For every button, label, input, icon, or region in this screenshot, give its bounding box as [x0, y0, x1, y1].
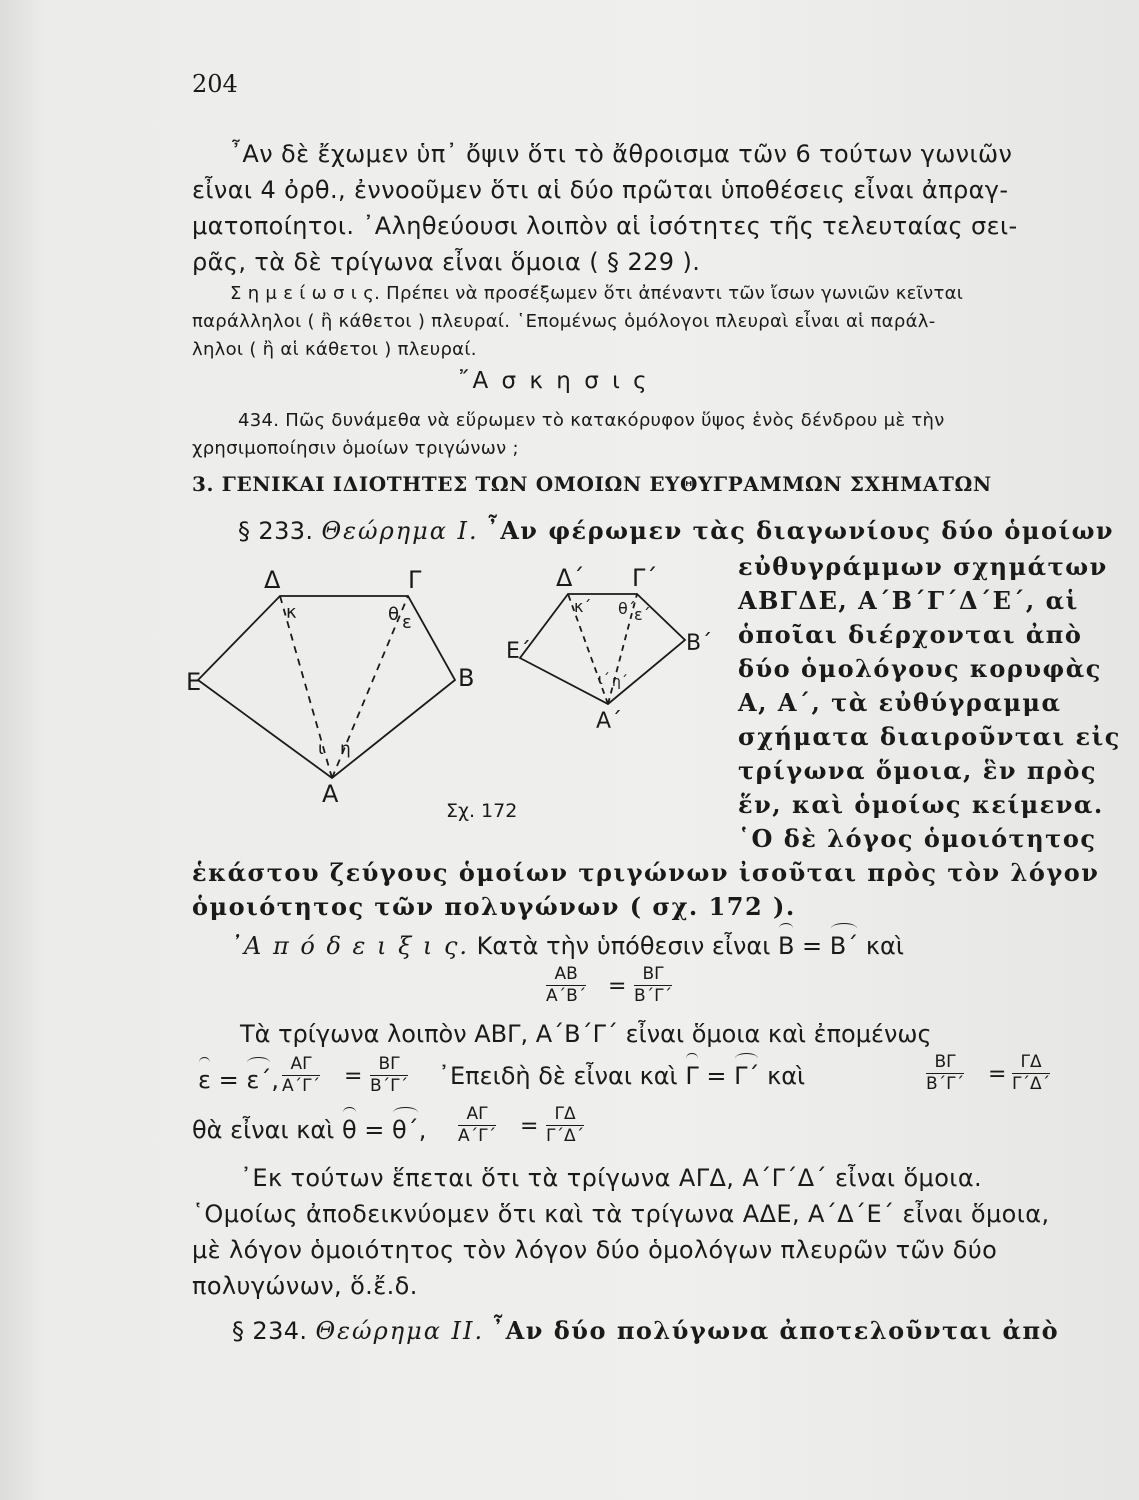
theorem1-side-8: ἕν, καὶ ὁμοίως κείμενα. [738, 790, 1104, 819]
theorem2-line [232, 1316, 1059, 1345]
theorem1-name: Θεώρημα Ι. [321, 517, 479, 545]
fraction-ag-1: $\frac{A\Gamma}{A΄\Gamma΄}$ [282, 1054, 321, 1096]
theorem2-number: § 234. [232, 1317, 308, 1345]
theorem1-side-1: εὐθυγράμμων σχημάτων [738, 552, 1108, 581]
conclusion-line-2: ῾Ομοίως ἀποδεικνύομεν ὅτι καὶ τὰ τρίγωνα ΑΔΕ, Α΄Δ΄Ε΄ εἶναι ὅμοια, [192, 1200, 1050, 1228]
theorem1-statement-start: ῏Αν φέρωμεν τὰς διαγωνίους δύο ὁμοίων [486, 516, 1115, 545]
note-line-3: ληλοι ( ἢ αἱ κάθετοι ) πλευραί. [192, 339, 477, 360]
theorem1-side-2: ΑΒΓΔΕ, Α΄Β΄Γ΄Δ΄Ε΄, αἱ [738, 586, 1079, 615]
section-title: 3. ΓΕΝΙΚΑΙ ΙΔΙΟΤΗΤΕΣ ΤΩΝ ΟΜΟΙΩΝ ΕΥΘΥΓΡΑΜΜΩΝ ΣΧΗΜΑΤΩΝ [192, 472, 992, 496]
theorem1-number: § 233. [238, 517, 314, 545]
theorem1-side-9: ῾Ο δὲ λόγος ὁμοιότητος [738, 824, 1097, 853]
angle-b: Β [777, 932, 795, 960]
proof-since: ᾿Επειδὴ δὲ εἶναι καὶ [438, 1062, 678, 1090]
label-e: Ε [186, 668, 202, 696]
exercise-line-2: χρησιμοποίησιν ὁμοίων τριγώνων ; [192, 438, 519, 459]
intro-line-4: ρᾶς, τὰ δὲ τρίγωνα εἶναι ὅμοια ( § 229 ). [192, 248, 701, 276]
proof-and-1: καὶ [865, 932, 904, 960]
conclusion-line-3: μὲ λόγον ὁμοιότητος τὸν λόγον δύο ὁμολόγων πλευρῶν τῶν δύο [192, 1236, 998, 1264]
proof-label: ᾿Α π ό δ ε ι ξ ι ς. [230, 932, 470, 960]
angle-e-hat: ε [198, 1066, 211, 1094]
fraction-bg-3: $\frac{B\Gamma}{B΄\Gamma΄}$ [926, 1052, 965, 1094]
exercise-line-1: 434. Πῶς δυνάμεθα νὰ εὕρωμεν τὸ κατακόρυφον ὕψος ἑνὸς δένδρου μὲ τὴν [238, 410, 945, 431]
theorem1-rest-1: ἑκάστου ζεύγους ὁμοίων τριγώνων ἰσοῦται πρὸς τὸν λόγον [192, 858, 1100, 887]
figure-172 [186, 558, 730, 828]
theorem1-side-6: σχήματα διαιροῦνται εἰς [738, 722, 1121, 751]
proof-hypothesis: Κατὰ τὴν ὑπόθεσιν εἶναι [476, 932, 771, 960]
conclusion-line-4: πολυγώνων, ὅ.ἔ.δ. [192, 1272, 418, 1300]
label-a1: Α΄ [596, 709, 623, 734]
angle-e: ε [402, 612, 412, 633]
angle-i: ι [318, 739, 324, 759]
theorem1-side-7: τρίγωνα ὅμοια, ἓν πρὸς [738, 756, 1098, 785]
theorem1-side-5: Α, Α΄, τὰ εὐθύγραμμα [738, 688, 1062, 717]
label-e1: Ε΄ [506, 639, 531, 664]
label-b1: Β΄ [686, 631, 713, 656]
proof-line-5: θὰ εἶναι καὶ θ = θ΄, [192, 1116, 427, 1144]
angle-g-prime: Γ΄ [734, 1062, 760, 1090]
fraction-ag-2: $\frac{A\Gamma}{A΄\Gamma΄}$ [458, 1104, 497, 1146]
theorem2-name: Θεώρημα ΙΙ. [315, 1317, 485, 1345]
fraction-bg-2: $\frac{B\Gamma}{B΄\Gamma΄}$ [370, 1054, 409, 1096]
theorem1-side-4: δύο ὁμολόγους κορυφὰς [738, 654, 1102, 683]
figure-caption: Σχ. 172 [446, 800, 518, 822]
theorem2-statement: ῏Αν δύο πολύγωνα ἀποτελοῦνται ἀπὸ [492, 1316, 1060, 1345]
proof-line-4a: ε = ε΄, [198, 1066, 279, 1094]
intro-line-3: ματοποίητοι. ᾿Αληθεύουσι λοιπὸν αἱ ἰσότητες τῆς τελευταίας σει- [192, 212, 1018, 240]
angle-g: Γ [685, 1062, 699, 1090]
proof-then: θὰ εἶναι καὶ [192, 1116, 335, 1144]
conclusion-line-1: ᾿Εκ τούτων ἕπεται ὅτι τὰ τρίγωνα ΑΓΔ, Α΄Γ΄Δ΄ εἶναι ὅμοια. [240, 1164, 983, 1192]
proof-and-2: καὶ [767, 1062, 806, 1090]
label-g: Γ [408, 566, 422, 594]
label-d1: Δ΄ [556, 564, 585, 592]
angle-k: κ [286, 602, 297, 623]
proof-line-4b: ᾿Επειδὴ δὲ εἶναι καὶ Γ = Γ΄ καὶ [438, 1062, 806, 1090]
angle-h1: η΄ [612, 674, 628, 690]
angle-b-prime: Β΄ [829, 932, 859, 960]
pentagon-abgde [198, 596, 455, 778]
note-line-2: παράλληλοι ( ἢ κάθετοι ) πλευραί. ῾Επομένως ὁμόλογοι πλευραὶ εἶναι αἱ παράλ- [192, 311, 936, 332]
angle-e-prime-hat: ε΄ [246, 1066, 272, 1094]
label-d: Δ [264, 566, 281, 594]
label-g1: Γ΄ [632, 564, 658, 592]
page-number: 204 [192, 70, 238, 98]
intro-line-2: εἶναι 4 ὀρθ., ἐννοοῦμεν ὅτι αἱ δύο πρῶται ὑποθέσεις εἶναι ἀπραγ- [192, 176, 1009, 204]
fraction-bg: $\frac{B\Gamma}{B΄\Gamma΄}$ [634, 964, 673, 1006]
theorem1-first-line [238, 516, 1114, 545]
theorem1-side-3: ὁποῖαι διέρχονται ἀπὸ [738, 620, 1083, 649]
angle-th1: θ΄ [618, 599, 636, 618]
angle-theta-prime: θ΄ [392, 1116, 419, 1144]
equals-sign-4: = [520, 1114, 539, 1139]
angle-k1: κ΄ [574, 597, 592, 616]
fraction-ab: $\frac{AB}{A΄B΄}$ [546, 964, 587, 1006]
note-line-1: Σ η μ ε ί ω σ ι ς. Πρέπει νὰ προσέξωμεν ὅτι ἀπέναντι τῶν ἴσων γωνιῶν κεῖνται [230, 283, 964, 304]
theorem1-rest-2: ὁμοιότητος τῶν πολυγώνων ( σχ. 172 ). [192, 892, 796, 921]
angle-th: θ [388, 604, 400, 625]
fraction-gd-1: $\frac{\Gamma\Delta}{\Gamma΄\Delta΄}$ [1012, 1052, 1051, 1094]
intro-line-1: ῏Αν δὲ ἔχωμεν ὑπ᾽ ὄψιν ὅτι τὸ ἄθροισμα τῶν 6 τούτων γωνιῶν [230, 140, 1013, 168]
equals-sign-2: = [344, 1064, 363, 1089]
angle-e1: ε΄ [634, 605, 651, 624]
fraction-gd-2: $\frac{\Gamma\Delta}{\Gamma΄\Delta΄}$ [546, 1104, 585, 1146]
proof-line-3: Τὰ τρίγωνα λοιπὸν ΑΒΓ, Α΄Β΄Γ΄ εἶναι ὅμοια καὶ ἐπομένως [240, 1020, 932, 1048]
proof-line-1: ᾿Α π ό δ ε ι ξ ι ς. Κατὰ τὴν ὑπόθεσιν εἶναι Β = Β΄ καὶ [230, 932, 904, 960]
angle-theta: θ [341, 1116, 357, 1144]
angle-h: η [340, 739, 351, 759]
equals-sign-1: = [608, 974, 627, 999]
diagonal-ad [280, 596, 332, 778]
label-b: Β [458, 664, 475, 692]
equals-sign-3: = [988, 1062, 1007, 1087]
exercise-heading: ῎Α σ κ η σ ι ς [458, 368, 650, 394]
angle-i1: ι΄ [598, 672, 610, 688]
label-a: Α [322, 780, 339, 808]
